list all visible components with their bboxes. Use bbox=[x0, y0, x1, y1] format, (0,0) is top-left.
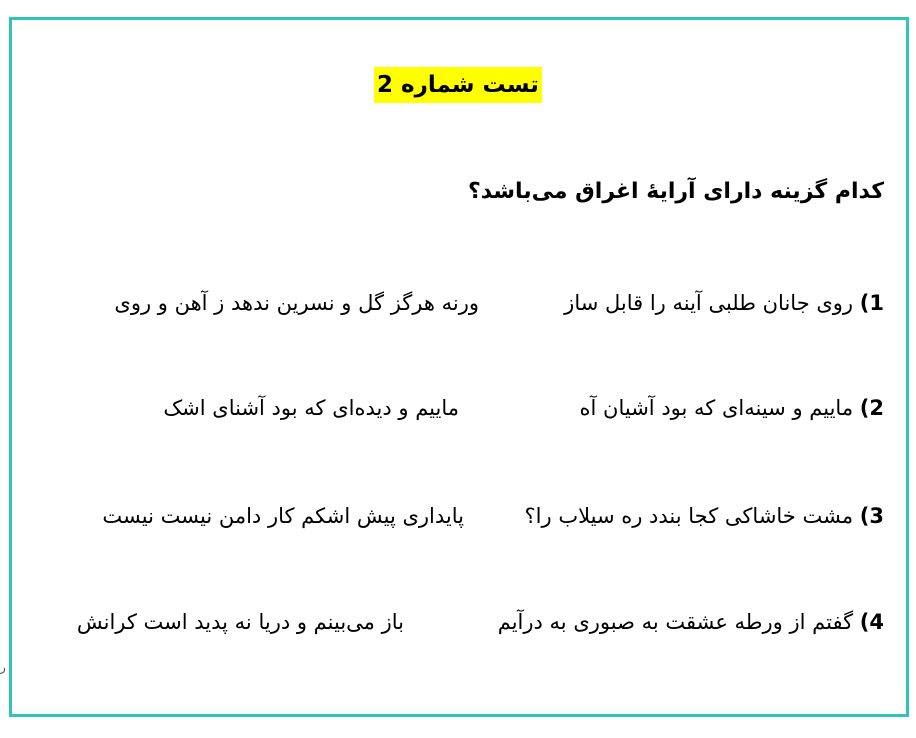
option-4-number: 4) bbox=[859, 610, 884, 634]
option-3-first-hemistich bbox=[525, 498, 884, 534]
option-4-first-text: گفتم از ورطه عشقت به صبوری به درآیم bbox=[497, 610, 854, 634]
option-2-second-hemistich: ماییم و دیده‌ای که بود آشنای اشک bbox=[163, 396, 459, 420]
option-3-second-hemistich: پایداری پیش اشکم کار دامن نیست نیست bbox=[102, 504, 464, 528]
option-4 bbox=[60, 604, 884, 640]
option-1-first-hemistich bbox=[564, 285, 884, 321]
option-2-number: 2) bbox=[859, 396, 884, 420]
stray-mark: ر bbox=[0, 660, 6, 674]
option-4-second-hemistich: باز می‌بینم و دریا نه پدید است کرانش bbox=[76, 610, 404, 634]
option-4-first-hemistich bbox=[498, 604, 884, 640]
test-title: تست شماره 2 bbox=[374, 67, 542, 103]
option-1-first-text: روی جانان طلبی آینه را قابل ساز bbox=[564, 291, 854, 315]
option-2-first-text: ماییم و سینه‌ای که بود آشیان آه bbox=[579, 396, 854, 420]
question-text: کدام گزینه دارای آرایهٔ اغراق می‌باشد؟ bbox=[467, 179, 884, 204]
option-1-number: 1) bbox=[859, 291, 884, 315]
option-1 bbox=[60, 285, 884, 321]
title-container bbox=[0, 67, 916, 103]
option-2-first-hemistich bbox=[580, 390, 884, 426]
option-3-number: 3) bbox=[859, 504, 884, 528]
option-3 bbox=[60, 498, 884, 534]
option-1-second-hemistich: ورنه هرگز گل و نسرین ندهد ز آهن و روی bbox=[114, 291, 479, 315]
option-2 bbox=[60, 390, 884, 426]
option-3-first-text: مشت خاشاکی کجا بندد ره سیلاب را؟ bbox=[524, 504, 854, 528]
